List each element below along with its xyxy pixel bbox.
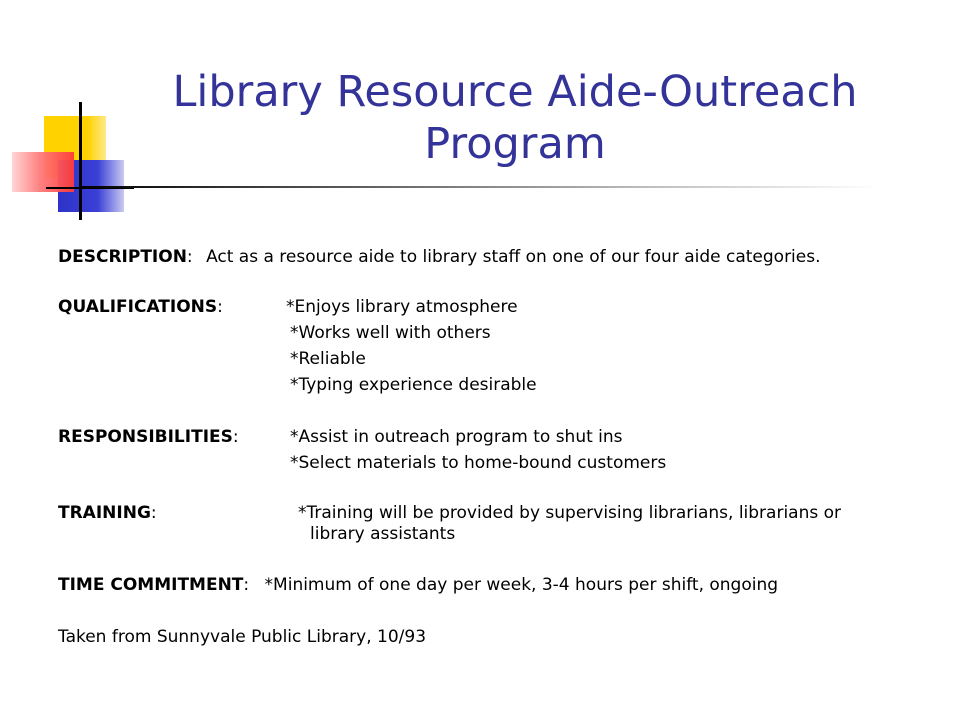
training-row [58, 500, 157, 526]
description-row [58, 244, 821, 270]
decorative-logo [0, 90, 140, 220]
qualifications-colon: : [217, 297, 223, 317]
vertical-line-shape [79, 102, 82, 220]
qualifications-label: QUALIFICATIONS [58, 297, 218, 317]
training-colon: : [150, 503, 157, 523]
time-commitment-row [58, 572, 778, 598]
qualification-item: *Reliable [290, 349, 366, 369]
responsibility-item: *Select materials to home-bound customers [290, 453, 667, 473]
qualification-item: *Typing experience desirable [290, 375, 537, 395]
training-label: TRAINING [58, 503, 151, 523]
responsibilities-label: RESPONSIBILITIES [58, 427, 233, 447]
slide-title-line-1: Library Resource Aide-Outreach [172, 67, 858, 117]
qualification-item: *Enjoys library atmosphere [286, 297, 518, 317]
slide-title-line-2: Program [424, 119, 606, 169]
responsibility-item: *Assist in outreach program to shut ins [290, 427, 623, 447]
responsibilities-row [58, 424, 239, 450]
slide-title [150, 66, 880, 170]
training-text-line-2: library assistants [310, 524, 456, 544]
qualifications-row [58, 294, 223, 320]
title-divider [80, 186, 880, 188]
time-commitment-label: TIME COMMITMENT [58, 575, 244, 595]
description-colon: : [186, 247, 193, 267]
time-commitment-colon: : [243, 575, 250, 595]
description-label: DESCRIPTION [58, 247, 187, 267]
qualification-item: *Works well with others [290, 323, 491, 343]
responsibilities-colon: : [232, 427, 239, 447]
time-commitment-text: *Minimum of one day per week, 3-4 hours per shift, ongoing [264, 575, 779, 595]
source-note: Taken from Sunnyvale Public Library, 10/93 [58, 627, 427, 647]
red-square-shape [12, 152, 74, 192]
training-text-line-1: *Training will be provided by supervising librarians, librarians or [298, 503, 842, 523]
description-text: Act as a resource aide to library staff on one of our four aide categories. [206, 247, 821, 267]
